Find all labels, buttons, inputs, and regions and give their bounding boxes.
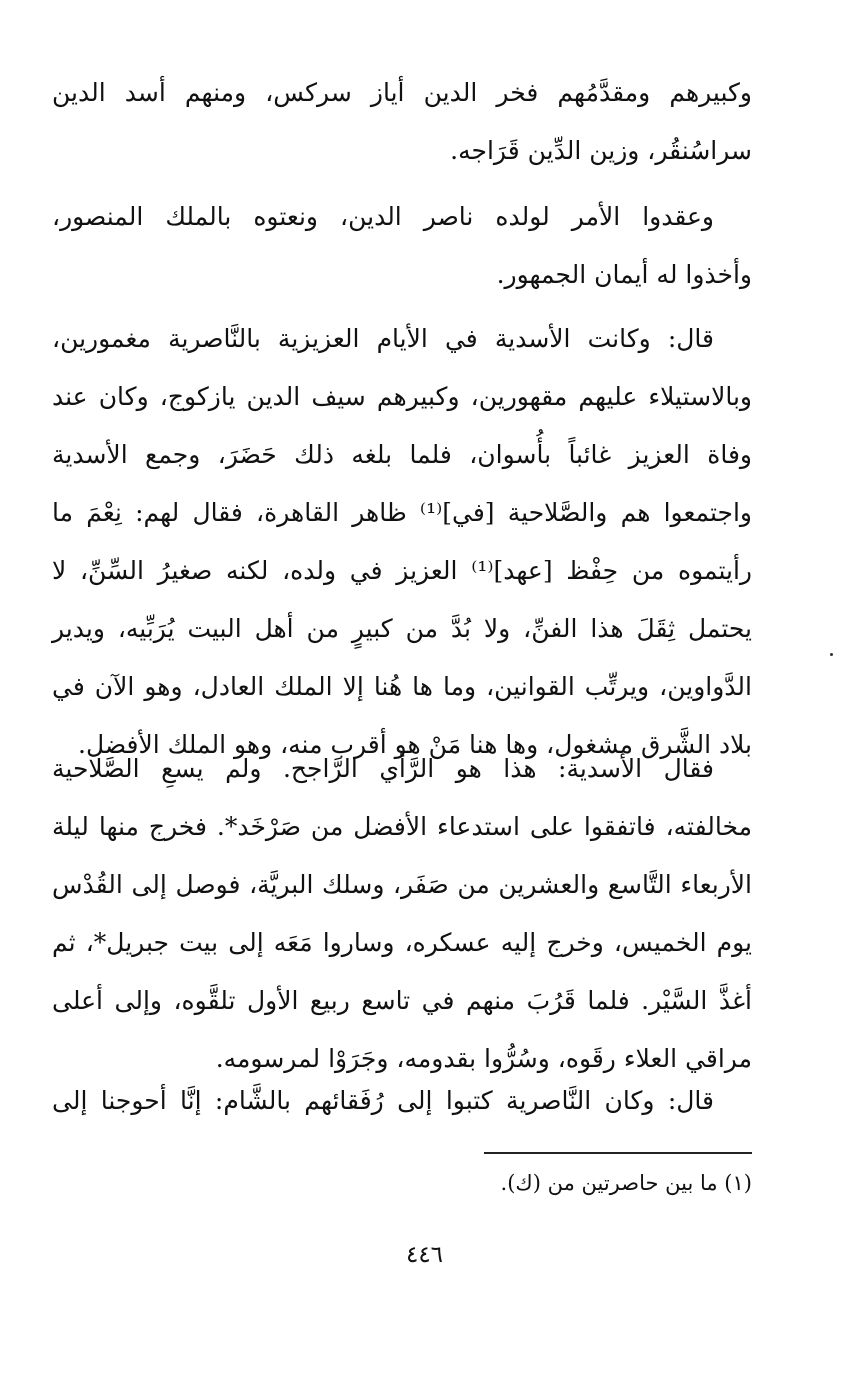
- text-line: قال: وكان النَّاصرية كتبوا إلى رُفَقائهم بالشَّام: إنَّا أحوجنا إلى: [52, 1086, 714, 1115]
- text-line: قال: وكانت الأسدية في الأيام العزيزية بالنَّاصرية مغمورين،: [52, 324, 714, 353]
- footnote: (١) ما بين حاصرتين من (ك).: [500, 1171, 752, 1195]
- text-line: أغذَّ السَّيْر. فلما قَرُبَ منهم في تاسع ربيع الأول تلقَّوه، وإلى أعلى: [52, 986, 752, 1015]
- text-line: يوم الخميس، وخرج إليه عسكره، وساروا مَعَه إلى بيت جبريل*، ثم: [52, 928, 752, 957]
- text-line: يحتمل ثِقَلَ هذا الفنِّ، ولا بُدَّ من كبيرٍ من أهل البيت يُرَبِّيه، ويدير: [52, 614, 752, 643]
- text-line: واجتمعوا هم والصَّلاحية [في]⁽¹⁾ ظاهر القاهرة، فقال لهم: نِعْمَ ما: [52, 498, 753, 527]
- text-line: رأيتموه من حِفْظ [عهد]⁽¹⁾ العزيز في ولده، لكنه صغيرُ السِّنِّ، لا: [52, 556, 752, 585]
- text-line: وبالاستيلاء عليهم مقهورين، وكبيرهم سيف الدين يازكوج، وكان عند: [52, 382, 752, 411]
- paragraph-5: [52, 1072, 752, 1130]
- paragraph-3: [52, 310, 752, 774]
- paragraph-4: [52, 740, 752, 1088]
- paragraph-1: [52, 64, 752, 180]
- text-line: مراقي العلاء رقَوه، وسُرُّوا بقدومه، وجَرَوْا لمرسومه.: [215, 1044, 752, 1073]
- text-line: فقال الأسدية: هذا هو الرَّأي الرَّاجح. ولم يسعِ الصَّلاحية: [52, 754, 714, 783]
- page-number: ٤٤٦: [405, 1242, 444, 1268]
- text-line: وعقدوا الأمر لولده ناصر الدين، ونعتوه بالملك المنصور،: [52, 202, 714, 231]
- text-line: الأربعاء التَّاسع والعشرين من صَفَر، وسلك البريَّة، فوصل إلى القُدْس: [52, 870, 752, 899]
- footnote-separator: [484, 1152, 752, 1154]
- text-line: وفاة العزيز غائباً بأُسوان، فلما بلغه ذلك حَضَرَ، وجمع الأسدية: [52, 440, 752, 469]
- text-line: مخالفته، فاتفقوا على استدعاء الأفضل من صَرْخَد*. فخرج منها ليلة: [52, 812, 752, 841]
- paragraph-2: [52, 188, 752, 304]
- text-line: وأخذوا له أيمان الجمهور.: [496, 260, 752, 289]
- text-line: الدَّواوين، ويرتِّب القوانين، وما ها هُنا إلا الملك العادل، وهو الآن في: [52, 672, 752, 701]
- scan-speck: [830, 653, 833, 656]
- text-line: وكبيرهم ومقدَّمُهم فخر الدين أياز سركس، ومنهم أسد الدين: [52, 78, 752, 107]
- text-line: سراسُنقُر، وزين الدِّين قَرَاجه.: [450, 136, 752, 165]
- text-line: بلاد الشَّرق مشغول، وها هنا مَنْ هو أقرب منه، وهو الملك الأفضل.: [78, 730, 752, 759]
